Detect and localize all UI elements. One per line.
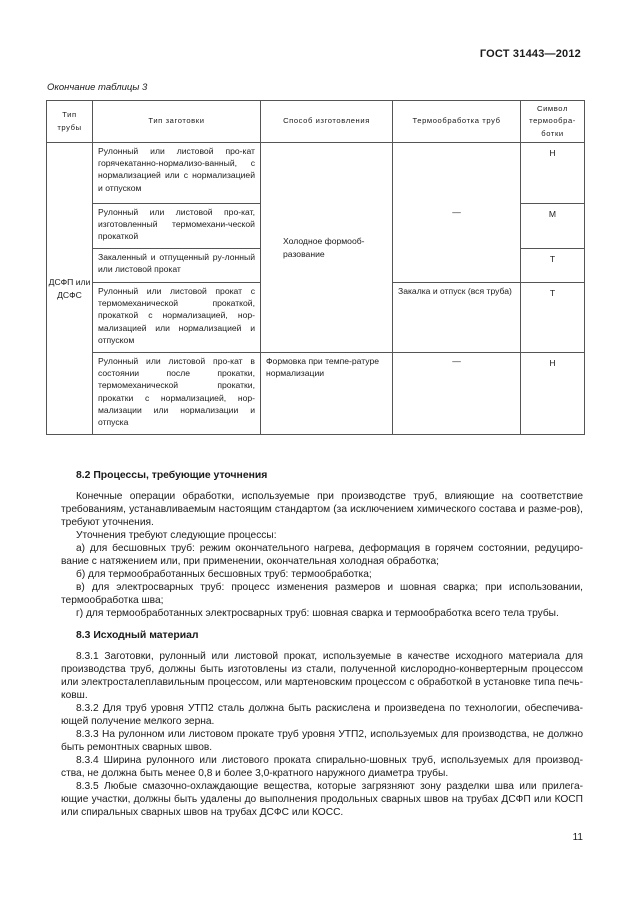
paragraph: Конечные операции обработки, используемые при производстве труб, влияющие на соответствие требованиям, устанавливаемым настоящим стандартом (за исключением химического состава и разме-ров), требуют уточнения.	[61, 491, 583, 528]
symbol-cell: Н	[521, 353, 585, 435]
col-header-method: Способ изготовления	[261, 101, 393, 143]
symbol-cell: Н	[521, 143, 585, 204]
blank-type-cell: Закаленный и отпущенный ру-лонный или листовой прокат	[93, 249, 261, 283]
method-cell: Формовка при темпе-ратуре нормализации	[261, 353, 393, 435]
blank-type-cell: Рулонный или листовой про-кат в состоянии после прокатки, термомеханической прокатки, прокатки с нормализацией, нор-мализации или нормализации и отпуска	[93, 353, 261, 435]
list-item: б) для термообработанных бесшовных труб: термообработка;	[76, 569, 372, 580]
col-header-pipe-type: Тип трубы	[47, 101, 93, 143]
table-row	[47, 353, 585, 435]
table-3	[46, 100, 585, 435]
section-8-2-body	[61, 490, 583, 620]
section-heading-8-3: 8.3 Исходный материал	[76, 630, 199, 641]
list-item: а) для бесшовных труб: режим окончательного нагрева, деформация в горячем состоянии, редуциро-вание с натяжением или, при применении, окончательная холодная обработка;	[61, 543, 583, 567]
heat-treatment-cell-merged: —	[393, 143, 521, 283]
list-item: в) для электросварных труб: процесс изменения размеров и шовная сварка; при использовании, термообработка шва;	[61, 582, 583, 606]
paragraph: 8.3.4 Ширина рулонного или листового проката спирально-шовных труб, используемых для производ-ства, не должна быть менее 0,8 и более 3,0-кратного наружного диаметра трубы.	[61, 755, 583, 779]
section-8-3-body	[61, 650, 583, 819]
symbol-cell: Т	[521, 249, 585, 283]
table-row	[47, 143, 585, 204]
section-heading-8-2: 8.2 Процессы, требующие уточнения	[76, 470, 268, 481]
paragraph: 8.3.3 На рулонном или листовом прокате труб уровня УТП2, используемых для производства, не должно быть ремонтных сварных швов.	[61, 729, 583, 753]
blank-type-cell: Рулонный или листовой про-кат, изготовленный термомехани-ческой прокаткой	[93, 204, 261, 249]
col-header-symbol: Символ термообра-ботки	[521, 101, 585, 143]
document-code: ГОСТ 31443—2012	[479, 48, 581, 60]
paragraph: 8.3.1 Заготовки, рулонный или листовой прокат, используемые в качестве исходного материала для производства труб, должны быть изготовлены из стали, полученной кислородно-конвертерным процессом или электросталеплавильным процессом, или мартеновским процессом с обработкой в установке типа печь-ковш.	[61, 651, 583, 701]
blank-type-cell: Рулонный или листовой прокат с термомеханической прокаткой, прокаткой с нормализацией, нор-мализацией или нормализацией и отпуском	[93, 283, 261, 353]
pipe-type-cell: ДСФП или ДСФС	[47, 143, 93, 435]
paragraph: Уточнения требуют следующие процессы:	[76, 530, 277, 541]
heat-treatment-cell: —	[393, 353, 521, 435]
page-number: 11	[572, 832, 583, 843]
paragraph: 8.3.5 Любые смазочно-охлаждающие вещества, которые загрязняют зону разделки шва или прилега-ющие участки, должны быть удалены до выполнения продольных сварных швов на трубах ДСФП или КОСП или спиральных сварных швов на трубах ДСФС или КОСС.	[61, 781, 583, 818]
col-header-heat-treatment: Термообработка труб	[393, 101, 521, 143]
paragraph: 8.3.2 Для труб уровня УТП2 сталь должна быть раскислена и произведена по технологии, обеспечива-ющей получение мелкого зерна.	[61, 703, 583, 727]
heat-treatment-cell: Закалка и отпуск (вся труба)	[393, 283, 521, 353]
list-item: г) для термообработанных электросварных труб: шовная сварка и термообработка всего тела трубы.	[76, 608, 559, 619]
table-caption: Окончание таблицы 3	[47, 82, 148, 93]
method-cell-merged: Холодное формооб-разование	[261, 143, 393, 353]
symbol-cell: Т	[521, 283, 585, 353]
table-header-row	[47, 101, 585, 143]
col-header-blank-type: Тип заготовки	[93, 101, 261, 143]
symbol-cell: М	[521, 204, 585, 249]
blank-type-cell: Рулонный или листовой про-кат горячекатанно-нормализо-ванный, с нормализацией или с нормализацией и отпуском	[93, 143, 261, 204]
